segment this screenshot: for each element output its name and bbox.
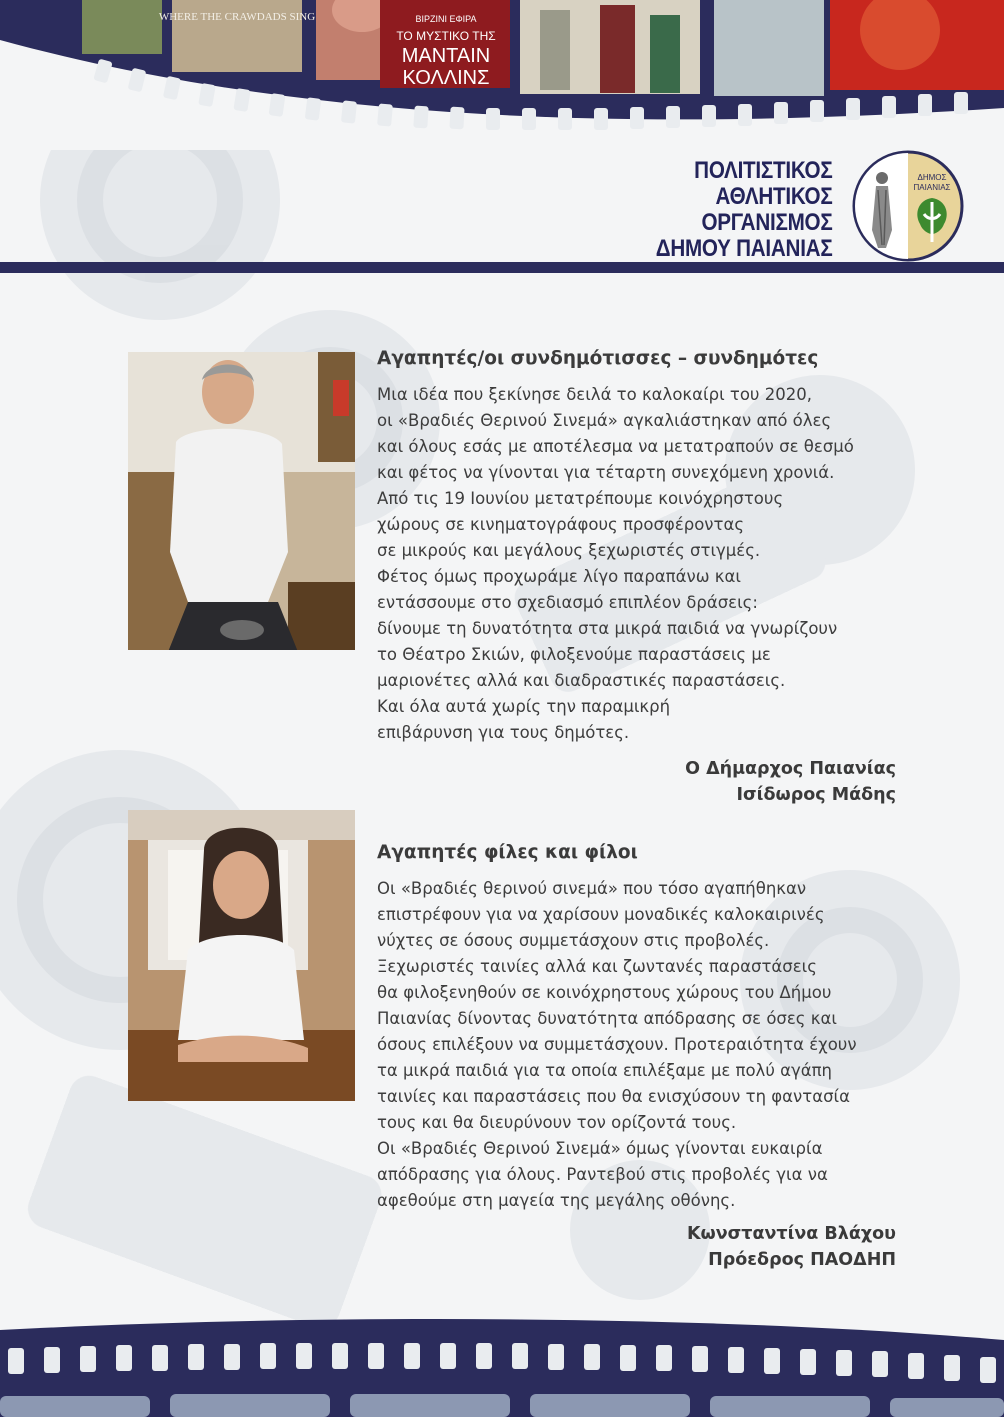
poster-2-line1: ΤΟ ΜΥΣΤΙΚΟ ΤΗΣ: [396, 29, 496, 43]
message-line: το Θέατρο Σκιών, φιλοξενούμε παραστάσεις με: [377, 645, 771, 664]
message-line: μαριονέτες αλλά και διαδραστικές παραστάσεις.: [377, 671, 786, 690]
message-line: χώρους σε κινηματογράφους προσφέροντας: [377, 515, 745, 534]
poster-2-line2: ΜΑΝΤΑΙΝ: [401, 45, 491, 67]
municipality-logo: [852, 150, 964, 262]
message-line: οι «Βραδιές Θερινού Σινεμά» αγκαλιάστηκαν από όλες: [377, 411, 832, 430]
film-strip-top: [0, 0, 1004, 150]
message-line: αφεθούμε στη μαγεία της μεγάλης οθόνης.: [377, 1191, 736, 1210]
poster-2: [159, 0, 315, 72]
org-line-4: ΔΗΜΟΥ ΠΑΙΑΝΙΑΣ: [655, 235, 832, 262]
president-message: [377, 840, 907, 1214]
message-line: θα φιλοξενηθούν σε κοινόχρηστους χώρους του Δήμου: [377, 983, 832, 1002]
president-greeting: Αγαπητές φίλες και φίλοι: [377, 842, 638, 863]
message-line: Ξεχωριστές ταινίες αλλά και ζωντανές παραστάσεις: [377, 957, 817, 976]
mayor-greeting: Αγαπητές/οι συνδημότισσες – συνδημότες: [377, 348, 819, 369]
mayor-signature: [685, 756, 896, 808]
message-line: εντάσσουμε στο σχεδιασμό επιπλέον δράσεις:: [377, 593, 758, 612]
poster-1: [82, 0, 162, 54]
message-line: σε μικρούς και μεγάλους ξεχωριστές στιγμές.: [377, 541, 761, 560]
header-divider: [0, 262, 1004, 273]
org-line-2: ΑΘΛΗΤΙΚΟΣ: [715, 183, 832, 210]
message-line: και φέτος να γίνονται για τέταρτη συνεχόμενη χρονιά.: [377, 463, 835, 482]
message-line: τους και θα διευρύνουν τον ορίζοντά τους.: [377, 1113, 737, 1132]
mayor-title: Ο Δήμαρχος Παιανίας: [685, 759, 896, 779]
message-line: νύχτες σε όσους συμμετάσχουν στις προβολές.: [377, 931, 770, 950]
mayor-message: [377, 346, 907, 746]
president-title: Πρόεδρος ΠΑΟΔΗΠ: [708, 1250, 896, 1270]
message-line: Παιανίας δίνοντας δυνατότητα απόδρασης σε όσες και: [377, 1009, 837, 1028]
org-line-3: ΟΡΓΑΝΙΣΜΟΣ: [701, 209, 832, 236]
message-line: επιστρέφουν για να χαρίσουν μοναδικές καλοκαιρινές: [377, 905, 825, 924]
message-line: όσους επιλέξουν να συμμετάσχουν. Προτεραιότητα έχουν: [377, 1035, 857, 1054]
message-line: Οι «Βραδιές θερινού σινεμά» που τόσο αγαπήθηκαν: [377, 879, 807, 898]
logo-text-1: ΔΗΜΟΣ: [917, 173, 947, 182]
message-line: Από τις 19 Ιουνίου μετατρέπουμε κοινόχρηστους: [377, 489, 784, 508]
mayor-message-body: [377, 382, 907, 746]
message-line: ταινίες και παραστάσεις που θα ενισχύσουν τη φαντασία: [377, 1087, 850, 1106]
poster-2-top: ΒΙΡΖΙΝΙ ΕΦΙΡΑ: [415, 14, 477, 24]
film-strip-bottom: [0, 1318, 1004, 1417]
president-message-body: [377, 876, 907, 1214]
organization-header: [0, 150, 1004, 260]
president-signature: [687, 1221, 896, 1273]
message-line: Και όλα αυτά χωρίς την παραμικρή: [377, 697, 671, 716]
message-line: απόδρασης για όλους. Ραντεβού στις προβολές για να: [377, 1165, 828, 1184]
message-line: Μια ιδέα που ξεκίνησε δειλά το καλοκαίρι του 2020,: [377, 385, 812, 404]
mayor-photo: [128, 352, 355, 650]
poster-6: [714, 0, 824, 96]
org-line-1: ΠΟΛΙΤΙΣΤΙΚΟΣ: [693, 157, 832, 184]
poster-4: [380, 0, 510, 89]
organization-name: [655, 158, 832, 262]
president-photo: [128, 810, 355, 1101]
message-line: Φέτος όμως προχωράμε λίγο παραπάνω και: [377, 567, 741, 586]
poster-5: [520, 0, 700, 94]
mayor-name: Ισίδωρος Μάδης: [736, 785, 896, 805]
message-line: και όλους εσάς με αποτέλεσμα να μετατραπούν σε θεσμό: [377, 437, 854, 456]
message-line: επιβάρυνση για τους δημότες.: [377, 723, 630, 742]
logo-text-2: ΠΑΙΑΝΙΑΣ: [913, 183, 951, 192]
message-line: δίνουμε τη δυνατότητα στα μικρά παιδιά να γνωρίζουν: [377, 619, 838, 638]
president-name: Κωνσταντίνα Βλάχου: [686, 1224, 896, 1244]
poster-2-line3: ΚΟΛΛΙΝΣ: [402, 67, 490, 89]
message-line: Οι «Βραδιές Θερινού Σινεμά» όμως γίνονται ευκαιρία: [377, 1139, 823, 1158]
poster-7: [830, 0, 1004, 90]
poster-1-title: WHERE THE CRAWDADS SING: [158, 11, 316, 23]
message-line: τα μικρά παιδιά για τα οποία επιλέξαμε με πολύ αγάπη: [377, 1061, 833, 1080]
